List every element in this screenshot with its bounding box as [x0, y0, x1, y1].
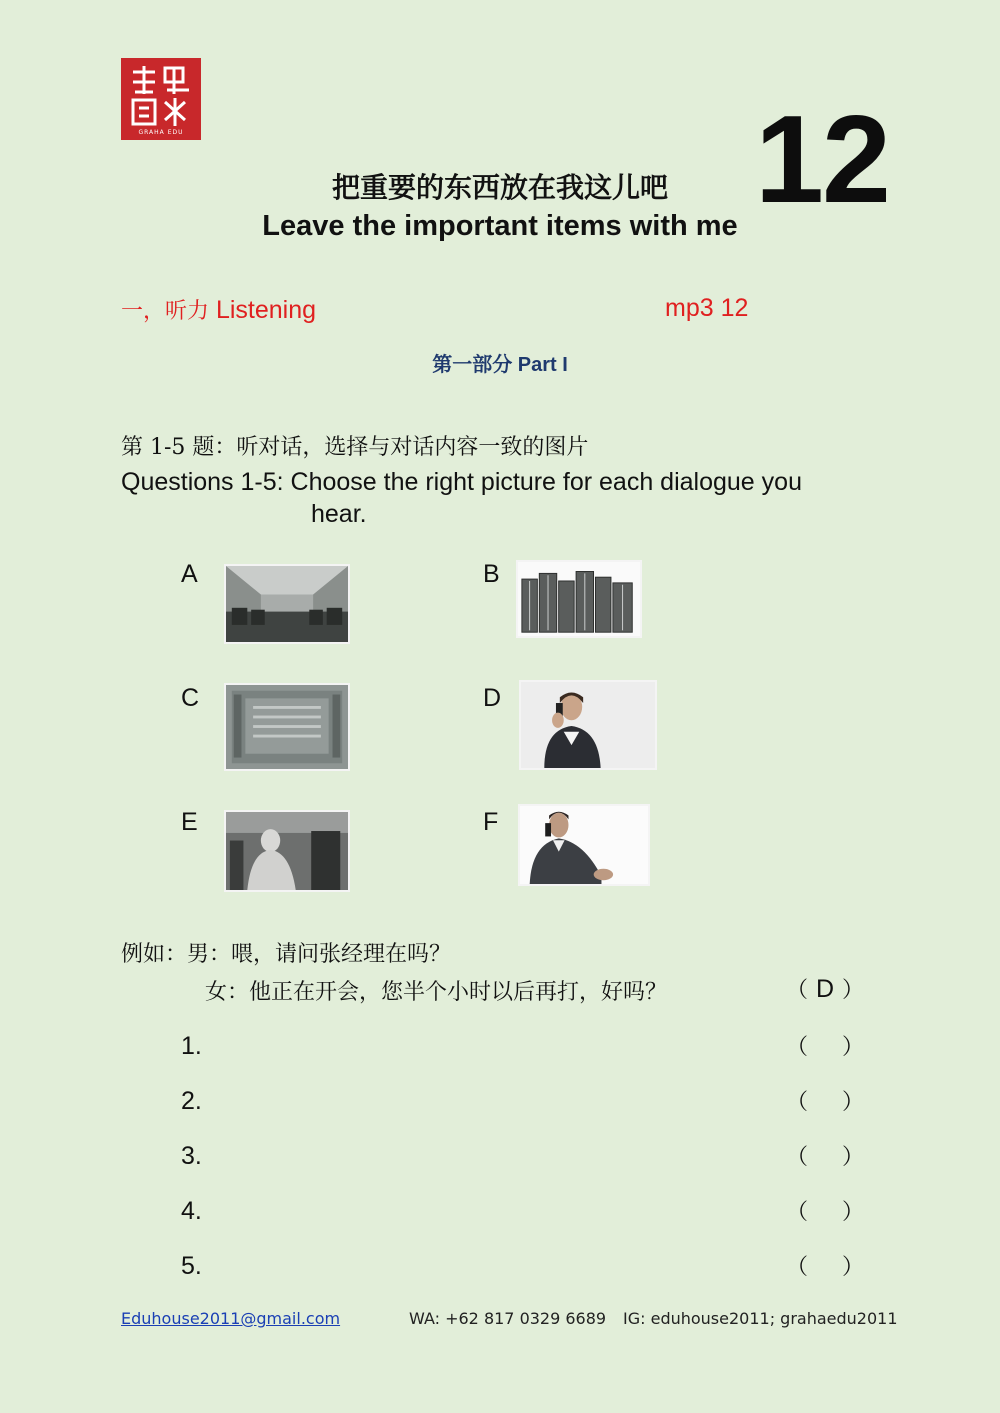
title-chinese: 把重要的东西放在我这儿吧 — [331, 171, 668, 204]
example-line-2: 女：他正在开会，您半个小时以后再打，好吗？ — [205, 980, 668, 1005]
paren-open: （ — [786, 1145, 809, 1170]
question-2-answer-blank[interactable] — [786, 1085, 864, 1116]
example-answer-value: D — [815, 975, 835, 1003]
lesson-number: 12 — [755, 91, 889, 229]
logo-caption: GRAHA EDU — [138, 129, 184, 136]
brand-logo — [121, 58, 201, 140]
paren-open: （ — [786, 1090, 809, 1115]
section-heading — [121, 294, 316, 325]
part-heading — [0, 348, 1000, 377]
paren-open: （ — [786, 1200, 809, 1225]
paren-open: （ — [786, 1035, 809, 1060]
paren-close: ） — [842, 1200, 865, 1225]
picture-suitcases — [516, 560, 642, 638]
paren-open: （ — [786, 1255, 809, 1280]
question-5-number: 5. — [181, 1252, 202, 1280]
section-heading-cn: 一，听力 — [121, 299, 210, 324]
picture-man-on-phone — [518, 804, 650, 886]
paren-close: ） — [842, 978, 865, 1003]
question-2-number: 2. — [181, 1087, 202, 1115]
option-letter-a: A — [181, 560, 198, 588]
question-4-answer-blank[interactable] — [786, 1195, 864, 1226]
option-letter-b: B — [483, 560, 500, 588]
part-heading-cn: 第一部分 — [432, 352, 513, 376]
question-1-answer-blank[interactable] — [786, 1030, 864, 1061]
audio-track-label: mp3 12 — [665, 294, 749, 322]
option-letter-e: E — [181, 808, 198, 836]
picture-departure-board — [224, 683, 350, 771]
section-heading-en: Listening — [215, 296, 317, 324]
option-letter-f: F — [483, 808, 499, 836]
paren-close: ） — [842, 1035, 865, 1060]
instruction-english-line2: hear. — [311, 500, 367, 528]
paren-close: ） — [842, 1255, 865, 1280]
question-5-answer-blank[interactable] — [786, 1250, 864, 1281]
picture-airplane-cabin — [224, 564, 350, 644]
picture-people-seated — [224, 810, 350, 892]
option-letter-c: C — [181, 684, 200, 712]
email-link[interactable]: Eduhouse2011@gmail.com — [121, 1309, 341, 1328]
example-speaker-male: 男：喂，请问张经理在吗？ — [187, 942, 452, 967]
part-heading-en: Part I — [517, 354, 568, 376]
footer-whatsapp: WA: +62 817 0329 6689 — [409, 1309, 607, 1328]
example-line-1 — [121, 937, 451, 968]
instruction-chinese: 第 1-5 题：听对话，选择与对话内容一致的图片 — [121, 435, 589, 460]
picture-woman-on-phone — [519, 680, 657, 770]
paren-open: （ — [786, 978, 809, 1003]
question-3-answer-blank[interactable] — [786, 1140, 864, 1171]
example-label: 例如： — [121, 942, 188, 967]
title-english: Leave the important items with me — [262, 210, 738, 242]
question-1-number: 1. — [181, 1032, 202, 1060]
option-letter-d: D — [483, 684, 502, 712]
instruction-english-line1: Questions 1-5: Choose the right picture for each dialogue you — [121, 468, 802, 496]
instruction-english — [121, 466, 877, 530]
question-3-number: 3. — [181, 1142, 202, 1170]
footer-email[interactable] — [121, 1309, 340, 1328]
paren-close: ） — [842, 1090, 865, 1115]
footer-instagram: IG: eduhouse2011; grahaedu2011 — [623, 1309, 898, 1328]
paren-close: ） — [842, 1145, 865, 1170]
example-answer — [786, 973, 864, 1004]
question-4-number: 4. — [181, 1197, 202, 1225]
